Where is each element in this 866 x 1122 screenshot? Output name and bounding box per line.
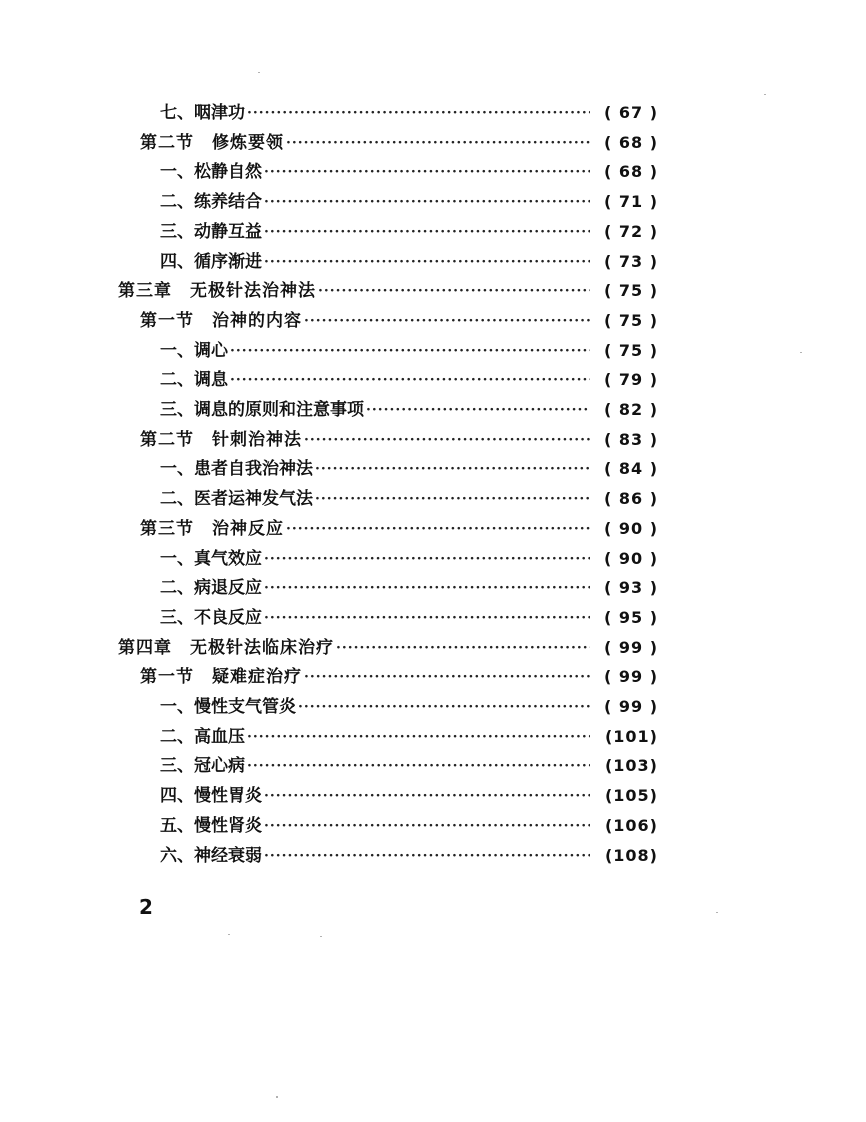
- toc-entry-page: (105): [604, 786, 658, 805]
- dot-leader: [264, 544, 590, 574]
- toc-entry-label: 二、医者运神发气法: [160, 489, 313, 509]
- toc-entry-page: (106): [604, 816, 658, 835]
- toc-entry-section: [140, 128, 658, 158]
- toc-entry-label: 四、慢性胃炎: [160, 786, 262, 806]
- toc-entry-label: 一、患者自我治神法: [160, 459, 313, 479]
- toc-entry-page: ( 99 ): [603, 697, 658, 716]
- toc-entry-label: 第三章 无极针法治神法: [118, 281, 316, 301]
- toc-entry-page: ( 99 ): [603, 667, 658, 686]
- toc-entry-section: [140, 306, 658, 336]
- toc-entry-label: 第三节 治神反应: [140, 519, 284, 539]
- toc-entry-page: ( 68 ): [603, 133, 658, 152]
- dot-leader: [247, 722, 590, 752]
- toc-entry-page: ( 79 ): [603, 370, 658, 389]
- dot-leader: [230, 365, 590, 395]
- toc-entry-page: (103): [604, 756, 658, 775]
- toc-entry-item: [160, 811, 658, 841]
- toc-entry-label: 一、真气效应: [160, 549, 262, 569]
- toc-entry-chapter: [118, 633, 658, 663]
- toc-entry-item: [160, 781, 658, 811]
- toc-entry-page: ( 95 ): [603, 608, 658, 627]
- dot-leader: [304, 306, 590, 336]
- toc-entry-item: [160, 247, 658, 277]
- dot-leader: [264, 247, 590, 277]
- toc-entry-label: 一、松静自然: [160, 162, 262, 182]
- toc-entry-item: [160, 98, 658, 128]
- toc-entry-label: 一、慢性支气管炎: [160, 697, 296, 717]
- toc-entry-page: (108): [604, 846, 658, 865]
- scan-speck: [276, 1096, 278, 1098]
- toc-entry-item: [160, 454, 658, 484]
- dot-leader: [247, 98, 590, 128]
- toc-entry-label: 第一节 治神的内容: [140, 311, 302, 331]
- toc-entry-page: ( 67 ): [603, 103, 658, 122]
- toc-entry-page: ( 68 ): [603, 162, 658, 181]
- toc-entry-page: ( 90 ): [603, 549, 658, 568]
- toc-entry-label: 三、动静互益: [160, 222, 262, 242]
- toc-entry-item: [160, 395, 658, 425]
- dot-leader: [318, 276, 590, 306]
- toc-entry-section: [140, 425, 658, 455]
- toc-entry-item: [160, 573, 658, 603]
- toc-entry-page: ( 82 ): [603, 400, 658, 419]
- toc-entry-label: 二、练养结合: [160, 192, 262, 212]
- toc-entry-page: ( 75 ): [603, 311, 658, 330]
- toc-entry-page: ( 71 ): [603, 192, 658, 211]
- dot-leader: [264, 841, 590, 871]
- dot-leader: [264, 157, 590, 187]
- toc-entry-item: [160, 187, 658, 217]
- toc-entry-item: [160, 484, 658, 514]
- toc-entry-label: 三、不良反应: [160, 608, 262, 628]
- scan-speck: [320, 936, 322, 937]
- toc-entry-label: 第一节 疑难症治疗: [140, 667, 302, 687]
- toc-entry-label: 第四章 无极针法临床治疗: [118, 638, 334, 658]
- toc-entry-label: 二、高血压: [160, 727, 245, 747]
- scan-speck: [716, 912, 718, 913]
- toc-entry-page: ( 84 ): [603, 459, 658, 478]
- toc-entry-page: ( 90 ): [603, 519, 658, 538]
- toc-entry-label: 第二节 修炼要领: [140, 133, 284, 153]
- toc-entry-label: 五、慢性肾炎: [160, 816, 262, 836]
- toc-entry-label: 三、冠心病: [160, 756, 245, 776]
- toc-entry-item: [160, 841, 658, 871]
- toc-entry-chapter: [118, 276, 658, 306]
- toc-entry-page: ( 86 ): [603, 489, 658, 508]
- toc-entry-label: 六、神经衰弱: [160, 846, 262, 866]
- toc-entry-page: (101): [604, 727, 658, 746]
- dot-leader: [247, 751, 590, 781]
- toc-entry-label: 第二节 针刺治神法: [140, 430, 302, 450]
- toc-entry-item: [160, 544, 658, 574]
- dot-leader: [264, 781, 590, 811]
- toc-entry-section: [140, 514, 658, 544]
- toc-entry-item: [160, 722, 658, 752]
- page-number: 2: [139, 895, 153, 919]
- toc-entry-item: [160, 336, 658, 366]
- dot-leader: [230, 336, 590, 366]
- toc-entry-page: ( 72 ): [603, 222, 658, 241]
- dot-leader: [315, 484, 590, 514]
- toc-entry-label: 二、调息: [160, 370, 228, 390]
- dot-leader: [264, 573, 590, 603]
- dot-leader: [264, 811, 590, 841]
- toc-entry-page: ( 83 ): [603, 430, 658, 449]
- dot-leader: [366, 395, 590, 425]
- dot-leader: [304, 425, 590, 455]
- toc-entry-label: 三、调息的原则和注意事项: [160, 400, 364, 420]
- dot-leader: [304, 662, 590, 692]
- dot-leader: [264, 603, 590, 633]
- toc-entry-item: [160, 365, 658, 395]
- scan-speck: [228, 934, 230, 935]
- scan-speck: [258, 72, 260, 73]
- scan-speck: [800, 352, 802, 353]
- toc-entry-page: ( 99 ): [603, 638, 658, 657]
- toc-entry-item: [160, 692, 658, 722]
- dot-leader: [298, 692, 590, 722]
- toc-entry-item: [160, 217, 658, 247]
- toc-entry-page: ( 93 ): [603, 578, 658, 597]
- toc-entry-item: [160, 603, 658, 633]
- toc-entry-page: ( 73 ): [603, 252, 658, 271]
- dot-leader: [336, 633, 590, 663]
- toc-entry-label: 七、咽津功: [160, 103, 245, 123]
- dot-leader: [264, 217, 590, 247]
- toc-entry-label: 一、调心: [160, 341, 228, 361]
- toc-entry-label: 二、病退反应: [160, 578, 262, 598]
- toc-entry-item: [160, 751, 658, 781]
- toc-entry-page: ( 75 ): [603, 341, 658, 360]
- toc-entry-label: 四、循序渐进: [160, 252, 262, 272]
- dot-leader: [315, 454, 590, 484]
- dot-leader: [286, 128, 590, 158]
- dot-leader: [286, 514, 590, 544]
- dot-leader: [264, 187, 590, 217]
- toc-entry-section: [140, 662, 658, 692]
- toc-entry-item: [160, 157, 658, 187]
- scan-speck: [764, 94, 766, 95]
- toc-entry-page: ( 75 ): [603, 281, 658, 300]
